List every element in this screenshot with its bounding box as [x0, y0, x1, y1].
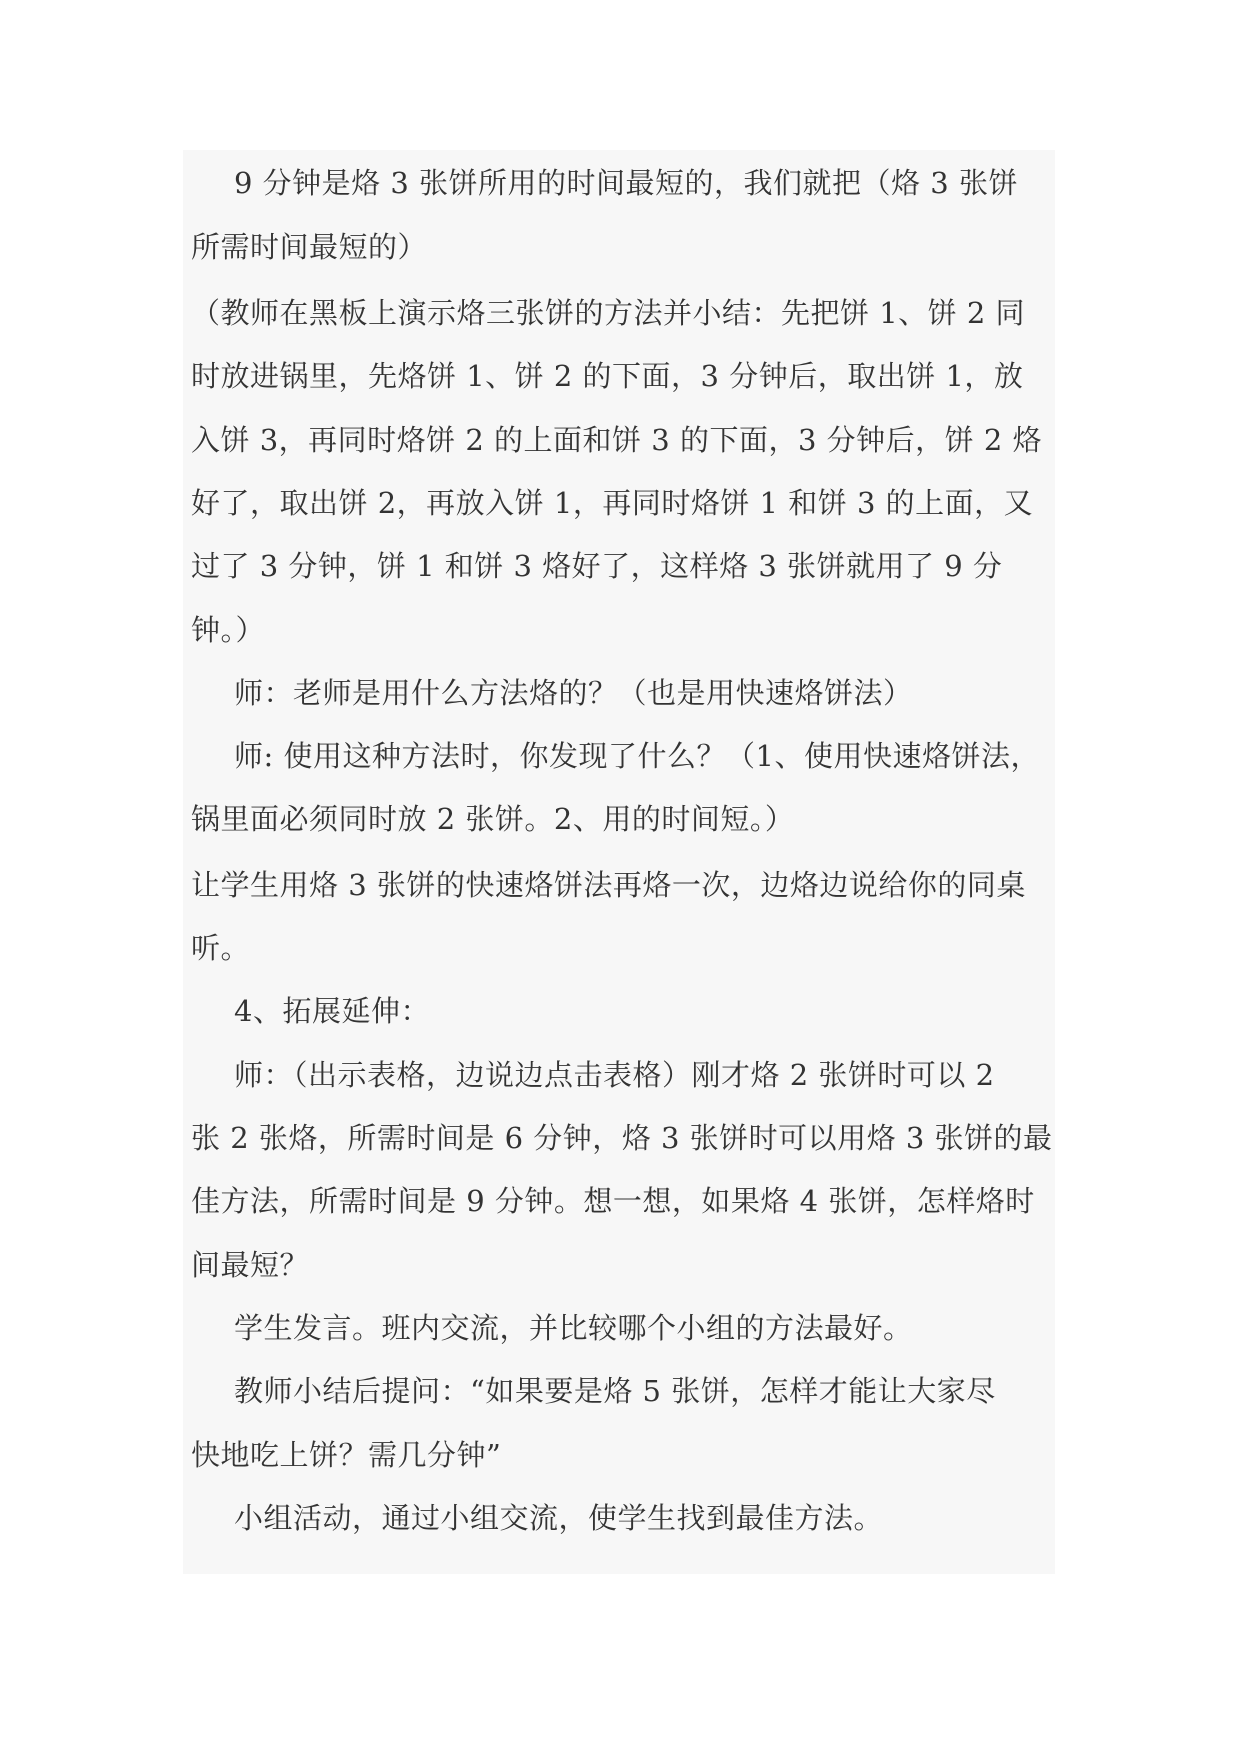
- paragraph-line: 佳方法，所需时间是 9 分钟。想一想，如果烙 4 张饼，怎样烙时: [191, 1184, 1035, 1218]
- paragraph-line: 间最短？: [191, 1248, 310, 1282]
- paragraph-line: 过了 3 分钟，饼 1 和饼 3 烙好了，这样烙 3 张饼就用了 9 分: [191, 549, 1003, 583]
- paragraph-line: 9 分钟是烙 3 张饼所用的时间最短的，我们就把（烙 3 张饼: [234, 166, 1018, 200]
- paragraph-line: 所需时间最短的）: [191, 230, 428, 264]
- paragraph-line: 快地吃上饼？需几分钟”: [191, 1438, 502, 1472]
- paragraph-line: 入饼 3，再同时烙饼 2 的上面和饼 3 的下面，3 分钟后，饼 2 烙: [191, 423, 1043, 457]
- paragraph-line: 锅里面必须同时放 2 张饼。2、用的时间短。）: [191, 802, 795, 836]
- paragraph-line: 让学生用烙 3 张饼的快速烙饼法再烙一次，边烙边说给你的同桌: [191, 868, 1026, 902]
- section-heading: 4、拓展延伸：: [234, 994, 430, 1028]
- document-text-block: [183, 150, 1055, 1574]
- paragraph-line: 师：（出示表格，边说边点击表格）刚才烙 2 张饼时可以 2: [234, 1058, 995, 1092]
- paragraph-line: 钟。）: [191, 613, 266, 647]
- paragraph-line: 师: 使用这种方法时，你发现了什么？（1、使用快速烙饼法，: [234, 739, 1040, 773]
- paragraph-line: 教师小结后提问：“如果要是烙 5 张饼，怎样才能让大家尽: [234, 1374, 996, 1408]
- paragraph-line: 好了，取出饼 2，再放入饼 1，再同时烙饼 1 和饼 3 的上面，又: [191, 486, 1034, 520]
- paragraph-line: 时放进锅里，先烙饼 1、饼 2 的下面，3 分钟后，取出饼 1，放: [191, 359, 1024, 393]
- paragraph-line: 学生发言。班内交流，并比较哪个小组的方法最好。: [234, 1311, 913, 1345]
- paragraph-line: 小组活动，通过小组交流，使学生找到最佳方法。: [234, 1501, 884, 1535]
- paragraph-line: 师：老师是用什么方法烙的？（也是用快速烙饼法）: [234, 676, 913, 710]
- paragraph-line: 听。: [191, 931, 251, 965]
- paragraph-line: 张 2 张烙，所需时间是 6 分钟，烙 3 张饼时可以用烙 3 张饼的最: [191, 1121, 1053, 1155]
- paragraph-line: （教师在黑板上演示烙三张饼的方法并小结：先把饼 1、饼 2 同: [191, 296, 1026, 330]
